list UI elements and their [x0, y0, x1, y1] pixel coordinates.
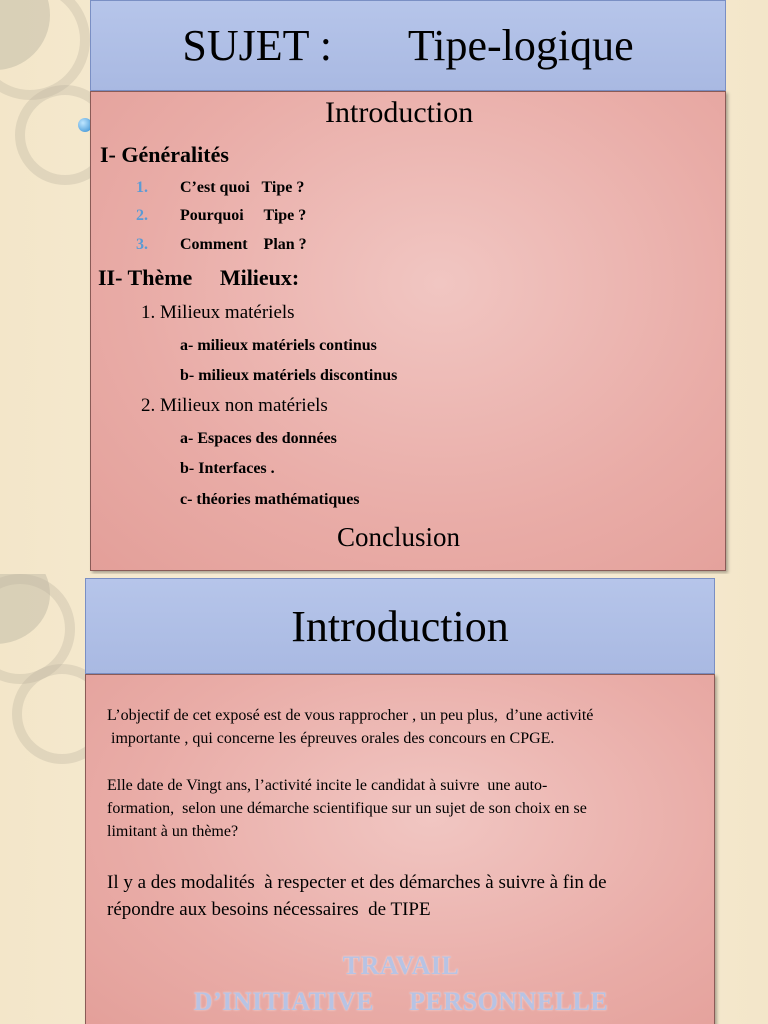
list-item: C’est quoi Tipe ?: [180, 179, 305, 196]
section-2-heading: II- Thème Milieux:: [98, 265, 300, 290]
title-topic: Tipe-logique: [407, 21, 634, 70]
list-number: 2.: [136, 207, 148, 224]
section-1-heading: I- Généralités: [100, 142, 229, 167]
slide-2-content-box: [85, 674, 715, 1024]
watermark-line-2: D’INITIATIVE PERSONNELLE: [193, 987, 609, 1016]
subsection-label: 2. Milieux non matériels: [141, 395, 328, 416]
paragraph-1-line-2: importante , qui concerne les épreuves orales des concours en CPGE.: [107, 730, 555, 747]
introduction-heading: Introduction: [325, 96, 474, 129]
slide-2: [0, 574, 768, 1024]
paragraph-2-line-2: formation, selon une démarche scientifique sur un sujet de son choix en se: [107, 800, 587, 817]
paragraph-1-line-1: L’objectif de cet exposé est de vous rapprocher , un peu plus, d’une activité: [107, 707, 594, 724]
list-item: b- Interfaces .: [180, 460, 275, 477]
list-item: b- milieux matériels discontinus: [180, 367, 398, 384]
subsection-label: 1. Milieux matériels: [141, 302, 295, 323]
decorative-ring: [0, 0, 90, 100]
title-sujet: SUJET :: [182, 21, 332, 70]
list-item: a- milieux matériels continus: [180, 337, 377, 354]
slide-1-content-box: [90, 91, 726, 571]
list-item: Comment Plan ?: [180, 236, 307, 253]
list-number: 1.: [136, 179, 148, 196]
slide-1-title-bar: [90, 0, 726, 91]
conclusion-heading: Conclusion: [337, 522, 461, 552]
paragraph-3-line-2: répondre aux besoins nécessaires de TIPE: [107, 899, 431, 920]
paragraph-2-line-3: limitant à un thème?: [107, 823, 239, 840]
list-item: a- Espaces des données: [180, 430, 337, 447]
list-number: 3.: [136, 236, 148, 253]
list-item: c- théories mathématiques: [180, 491, 360, 508]
watermark-line-1: TRAVAIL: [342, 951, 460, 980]
slide-2-title-bar: [85, 578, 715, 674]
list-item: Pourquoi Tipe ?: [180, 207, 307, 224]
paragraph-2-line-1: Elle date de Vingt ans, l’activité incite le candidat à suivre une auto-: [107, 777, 548, 794]
slide-2-title: Introduction: [291, 601, 509, 651]
paragraph-3-line-1: Il y a des modalités à respecter et des démarches à suivre à fin de: [107, 872, 607, 893]
